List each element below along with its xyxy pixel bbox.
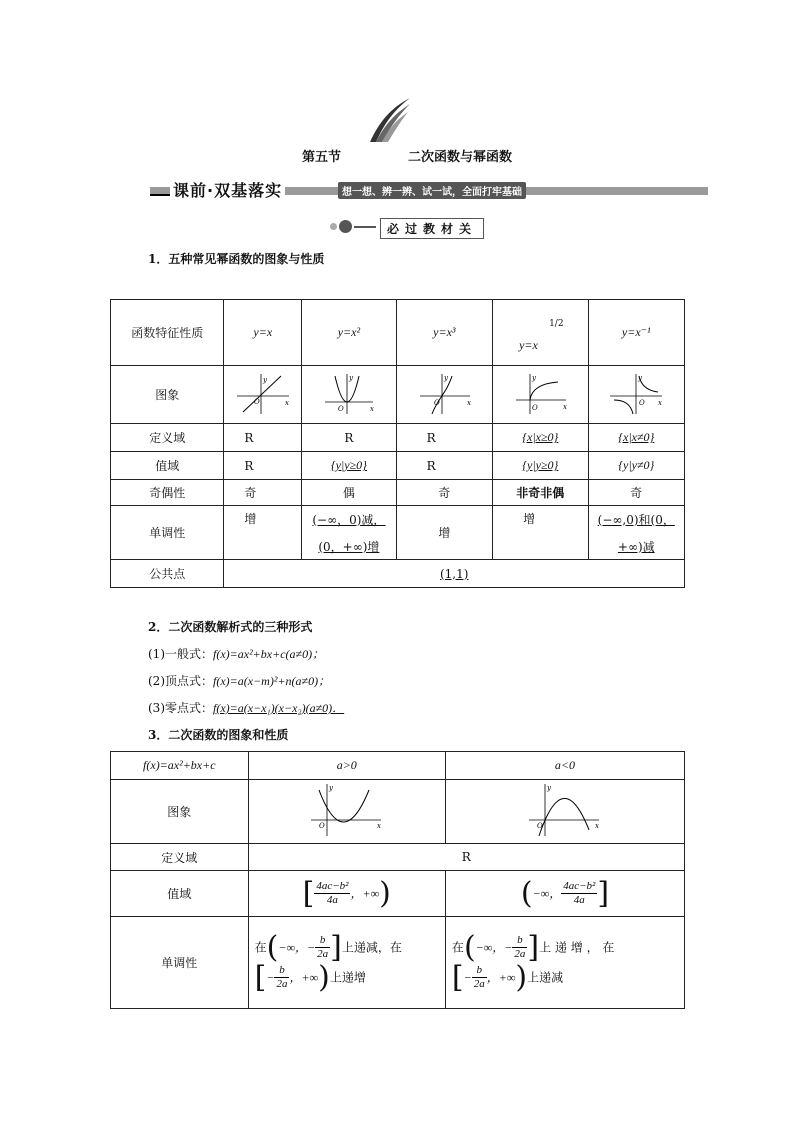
svg-text:O: O bbox=[318, 822, 325, 830]
svg-text:x: x bbox=[594, 822, 599, 830]
dot-icon bbox=[339, 220, 352, 233]
domain-cell: R bbox=[248, 844, 684, 871]
parity-cell: 偶 bbox=[302, 480, 396, 506]
section-1-heading: 1．五种常见幂函数的图象与性质 bbox=[148, 252, 325, 266]
parity-cell: 奇 bbox=[588, 480, 684, 506]
svg-text:x: x bbox=[376, 822, 381, 830]
range-pos-cell: [ $\frac{\text{4ac−b²}}{4a}$ ，+∞) bbox=[248, 871, 445, 917]
col-head: y=x⁻¹ bbox=[588, 300, 684, 366]
head-func: f(x)=ax²+bx+c bbox=[111, 752, 249, 780]
col-head: y=x³ bbox=[396, 300, 492, 366]
graph-linear bbox=[233, 370, 293, 416]
domain-cell: R bbox=[302, 424, 396, 452]
row-label: 公共点 bbox=[111, 560, 224, 588]
row-label: 定义域 bbox=[111, 844, 249, 871]
range-cell: R bbox=[396, 452, 492, 480]
graph-cell bbox=[588, 366, 684, 424]
banner-title: 课前·双基落实 bbox=[170, 178, 285, 201]
swoosh-logo bbox=[368, 96, 412, 144]
section-2-heading: 2．二次函数解析式的三种形式 bbox=[148, 620, 313, 634]
range-cell: {y|y≥0} bbox=[493, 452, 588, 480]
head-pos: a>0 bbox=[248, 752, 445, 780]
svg-text:y: y bbox=[546, 784, 551, 792]
svg-text:O: O bbox=[337, 405, 344, 413]
graph-cell bbox=[248, 780, 445, 844]
formula-zeros: (3)零点式：f(x)=a(x−x₁)(x−x₂)(a≠0)． bbox=[148, 701, 345, 715]
graph-parabola-up bbox=[307, 782, 387, 838]
row-label: 值域 bbox=[111, 871, 249, 917]
range-neg-cell: (−∞， $\frac{\text{4ac−b²}}{4a}$ ] bbox=[445, 871, 684, 917]
svg-text:y: y bbox=[328, 784, 333, 792]
domain-cell: R bbox=[396, 424, 492, 452]
svg-text:y: y bbox=[348, 374, 353, 382]
graph-cell bbox=[493, 366, 588, 424]
mono-cell: 增 bbox=[493, 506, 588, 560]
corner-cell: 函数特征性质 bbox=[111, 300, 224, 366]
row-label: 单调性 bbox=[111, 506, 224, 560]
mono-neg-cell: 在(−∞，− $\frac{b}{2a}$ ]上 递 增 ， 在 [− $\frac{b}{2a}$ ，+∞)上递减 bbox=[445, 917, 684, 1009]
domain-cell: R bbox=[224, 424, 302, 452]
range-cell: {y|y≥0} bbox=[302, 452, 396, 480]
power-function-table bbox=[110, 299, 685, 588]
row-label: 图象 bbox=[111, 366, 224, 424]
col-head: y=x 1/2 bbox=[493, 300, 588, 366]
row-label: 定义域 bbox=[111, 424, 224, 452]
mono-pos-cell: 在(−∞，− $\frac{b}{2a}$ ]上递减，在 [− $\frac{b}{2a}$ ，+∞)上递增 bbox=[248, 917, 445, 1009]
dot-icon bbox=[330, 223, 337, 230]
section-number: 第五节 bbox=[302, 150, 342, 165]
svg-text:x: x bbox=[467, 399, 472, 407]
svg-text:y: y bbox=[532, 374, 537, 382]
graph-cell bbox=[302, 366, 396, 424]
sub-banner-label: 必过教材关 bbox=[380, 218, 484, 239]
svg-text:x: x bbox=[369, 405, 374, 413]
row-label: 值域 bbox=[111, 452, 224, 480]
chapter-banner bbox=[150, 178, 708, 200]
svg-text:O: O bbox=[639, 399, 645, 407]
formula-vertex: (2)顶点式：f(x)=a(x−m)²+n(a≠0)； bbox=[148, 674, 331, 688]
parity-cell: 非奇非偶 bbox=[493, 480, 588, 506]
row-label: 奇偶性 bbox=[111, 480, 224, 506]
range-cell: {y|y≠0} bbox=[588, 452, 684, 480]
mono-cell: 增 bbox=[224, 506, 302, 560]
head-neg: a<0 bbox=[445, 752, 684, 780]
svg-text:x: x bbox=[658, 399, 663, 407]
domain-cell: {x|x≠0} bbox=[588, 424, 684, 452]
svg-text:x: x bbox=[284, 399, 289, 407]
svg-text:y: y bbox=[638, 374, 643, 382]
svg-text:y: y bbox=[444, 374, 449, 382]
col-head: y=x² bbox=[302, 300, 396, 366]
page-title: 二次函数与幂函数 bbox=[408, 150, 513, 165]
formula-general: (1)一般式：f(x)=ax²+bx+c(a≠0)； bbox=[148, 647, 325, 661]
row-label: 图象 bbox=[111, 780, 249, 844]
graph-square bbox=[319, 370, 379, 416]
mono-cell: (−∞，0)减， (0，+∞)增 bbox=[302, 506, 396, 560]
graph-cell bbox=[445, 780, 684, 844]
svg-text:x: x bbox=[563, 403, 568, 411]
svg-text:O: O bbox=[434, 399, 441, 407]
svg-text:O: O bbox=[253, 398, 260, 406]
row-label: 单调性 bbox=[111, 917, 249, 1009]
svg-text:O: O bbox=[532, 404, 539, 412]
col-head: y=x bbox=[224, 300, 302, 366]
common-point-cell: (1,1) bbox=[224, 560, 685, 588]
domain-cell: {x|x≥0} bbox=[493, 424, 588, 452]
graph-cell bbox=[224, 366, 302, 424]
sub-banner bbox=[330, 216, 490, 238]
banner-subtitle: 想一想、辨一辨、试一试，全面打牢基础 bbox=[338, 182, 526, 199]
parity-cell: 奇 bbox=[224, 480, 302, 506]
graph-sqrt bbox=[510, 370, 570, 416]
section-3-heading: 3．二次函数的图象和性质 bbox=[148, 728, 289, 742]
svg-text:y: y bbox=[262, 376, 267, 384]
range-cell: R bbox=[224, 452, 302, 480]
svg-text:O: O bbox=[536, 822, 543, 830]
parity-cell: 奇 bbox=[396, 480, 492, 506]
graph-reciprocal bbox=[606, 370, 666, 416]
graph-parabola-down bbox=[525, 782, 605, 838]
graph-cell bbox=[396, 366, 492, 424]
mono-cell: 增 bbox=[396, 506, 492, 560]
graph-cube bbox=[414, 370, 474, 416]
quadratic-table bbox=[110, 751, 685, 1009]
mono-cell: (−∞,0)和(0， +∞)减 bbox=[588, 506, 684, 560]
